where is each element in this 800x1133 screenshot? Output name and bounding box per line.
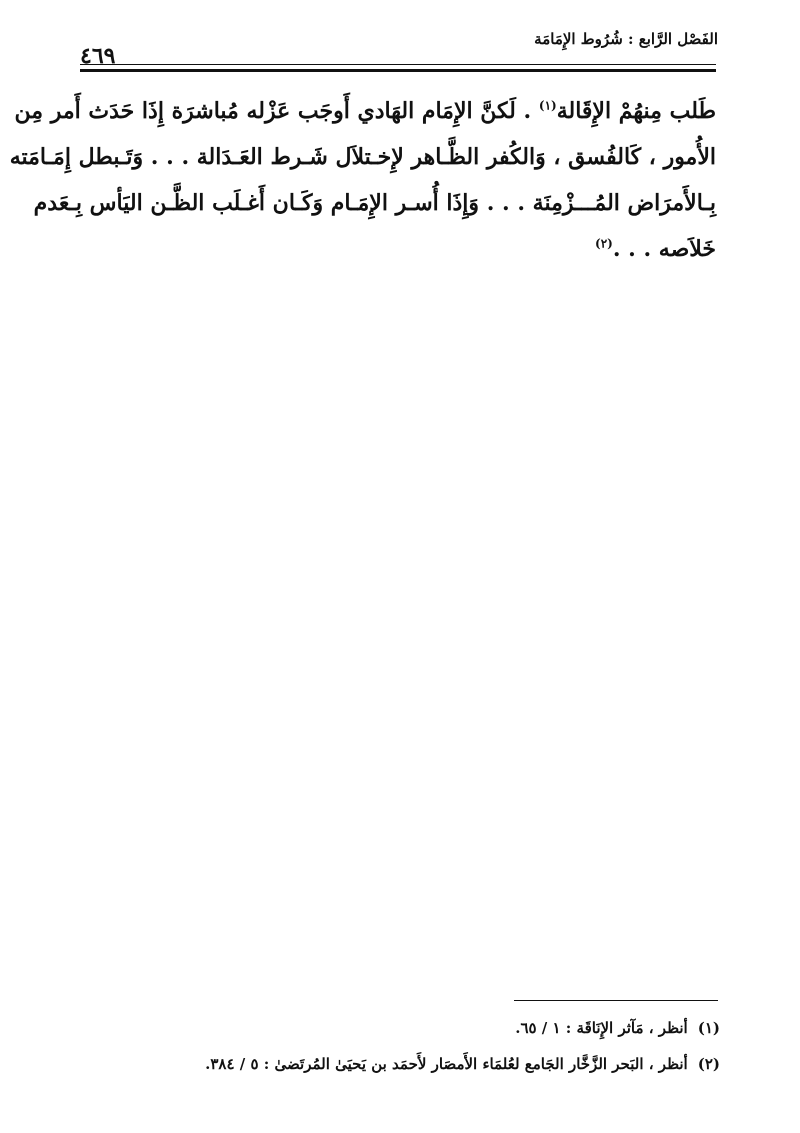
footnote-1 — [80, 1010, 720, 1046]
page-number: ٤٦٩ — [80, 43, 116, 69]
header-rule-thick — [80, 69, 716, 72]
body-line-4 — [80, 226, 716, 272]
footnote-separator — [514, 1000, 718, 1001]
body-line-1-start: طَلب مِنهُمْ الإِقَالة — [556, 98, 716, 124]
footnote-2-text: أنظر ، البَحر الزَّخَّار الجَامع لعُلمَاء الأَمصَار لأَحمَد بن يَحيَىٰ المُرتَضىٰ : ٥ / ٣٨٤. — [205, 1055, 688, 1073]
body-line-2: الأُمور ، كَالفُسق ، وَالكُفر الظَّـاهر لإِخـتلاَل شَـرط العَـدَالة . . . وَتَـبطل إِمَـامَته — [9, 144, 716, 170]
footnote-ref-1: (١) — [538, 98, 557, 113]
running-head: الفَصْل الرَّابع : شُرُوط الإِمَامَة — [534, 30, 718, 48]
header-rule-thin — [80, 64, 716, 65]
footnotes — [80, 1010, 720, 1082]
footnote-1-text: أنظر ، مَآثر الإِنَاقَة : ١ / ٦٥. — [515, 1019, 688, 1037]
body-line-3: بِـالأَمرَاض المُـــزْمِنَة . . . وَإِذَا أُسـر الإِمَـام وَكَـان أَغـلَب الظَّـن اليَأس بِـعَدم — [33, 190, 716, 216]
footnote-2-number: (٢) — [697, 1055, 720, 1073]
body-text — [9, 88, 716, 272]
footnote-ref-2: (٢) — [595, 236, 613, 251]
body-line-1-end: . لَكنَّ الإِمَام الهَادي أَوجَب عَزْله مُباشرَة إِذَا حَدَث أَمر مِن — [14, 98, 532, 124]
footnote-2 — [80, 1046, 720, 1082]
body-line-4-text: خَلاَصه . . . — [612, 236, 716, 262]
footnote-1-number: (١) — [697, 1019, 720, 1037]
body-line-1 — [14, 88, 716, 134]
